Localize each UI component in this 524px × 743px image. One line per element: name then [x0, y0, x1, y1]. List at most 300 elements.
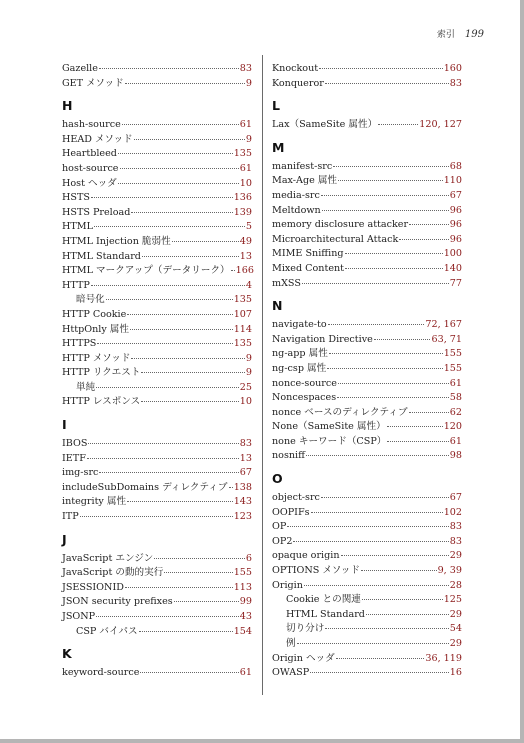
index-entry — [62, 581, 252, 596]
index-entry — [272, 118, 462, 133]
dot-leader — [366, 614, 449, 615]
index-entry — [62, 177, 252, 192]
index-entry — [272, 549, 462, 564]
index-term: Max-Age 属性 — [272, 175, 338, 187]
dot-leader — [127, 314, 232, 315]
page-reference: 58 — [449, 392, 462, 404]
index-term: Konqueror — [272, 77, 324, 89]
dot-leader — [142, 256, 239, 257]
dot-leader — [325, 628, 448, 629]
section-letter-heading: H — [62, 98, 73, 114]
index-entry — [272, 247, 462, 262]
dot-leader — [374, 339, 431, 340]
index-term: IBOS — [62, 438, 88, 450]
index-term: OP2 — [272, 535, 293, 547]
dot-leader — [327, 368, 442, 369]
index-term: OWASP — [272, 667, 310, 679]
index-entry — [62, 133, 252, 148]
page-reference: 96 — [449, 204, 462, 216]
index-entry — [272, 520, 462, 535]
index-term: Gazelle — [62, 63, 98, 74]
dot-leader — [87, 458, 239, 459]
page-reference: 114 — [233, 323, 252, 335]
dot-leader — [118, 183, 239, 184]
dot-leader — [118, 153, 233, 154]
index-entry — [272, 435, 462, 450]
index-entry — [62, 595, 252, 610]
page-reference: 67 — [239, 467, 252, 479]
page-reference: 139 — [233, 206, 252, 218]
index-entry — [272, 204, 462, 219]
index-entry — [272, 277, 462, 292]
dot-leader — [287, 526, 448, 527]
dot-leader — [139, 631, 233, 632]
index-entry — [62, 191, 252, 206]
dot-leader — [229, 487, 233, 488]
page-reference: 83 — [239, 63, 252, 74]
index-term: img-src — [62, 467, 99, 479]
index-section — [272, 297, 462, 464]
dot-leader — [311, 512, 443, 513]
index-term: Meltdown — [272, 204, 321, 216]
dot-leader — [306, 455, 449, 456]
page-reference: 67 — [449, 189, 462, 201]
index-entry — [272, 377, 462, 392]
dot-leader — [164, 572, 232, 573]
index-entry — [272, 449, 462, 464]
page-reference: 120 — [443, 421, 462, 433]
index-term: media-src — [272, 189, 320, 201]
page-reference: 16 — [449, 667, 462, 679]
column-divider — [262, 55, 263, 695]
section-letter-heading: O — [272, 471, 283, 487]
index-subentry — [62, 293, 252, 308]
index-term: hash-source — [62, 119, 121, 131]
index-term: integrity 属性 — [62, 496, 127, 508]
index-term: manifest-src — [272, 160, 333, 172]
index-subentry — [272, 608, 462, 623]
index-entry — [272, 347, 462, 362]
index-term: Origin — [272, 579, 303, 591]
index-entry — [62, 77, 252, 92]
dot-leader — [341, 555, 449, 556]
dot-leader — [329, 353, 443, 354]
index-term: Mixed Content — [272, 262, 345, 274]
dot-leader — [336, 658, 425, 659]
index-entry — [62, 162, 252, 177]
index-entry — [62, 466, 252, 481]
index-term: 切り分け — [286, 623, 325, 635]
page-reference: 29 — [449, 608, 462, 620]
page-reference: 83 — [449, 521, 462, 533]
index-term: JSESSIONID — [62, 581, 124, 593]
page-reference: 99 — [239, 596, 252, 608]
index-entry — [62, 308, 252, 323]
index-term: JavaScript エンジン — [62, 552, 154, 564]
page-reference: 61 — [239, 162, 252, 174]
page-reference: 135 — [233, 338, 252, 350]
index-column-right — [272, 62, 462, 681]
dot-leader — [91, 197, 233, 198]
index-entry — [272, 564, 462, 579]
section-letter-heading: I — [62, 417, 67, 433]
index-subentry — [272, 593, 462, 608]
dot-leader — [304, 585, 449, 586]
index-term: HTTP リクエスト — [62, 367, 141, 379]
dot-leader — [130, 329, 233, 330]
index-entry — [272, 77, 462, 92]
section-letter-heading: K — [62, 646, 72, 662]
index-term: nonce ベースのディレクティブ — [272, 406, 408, 418]
page-reference: 61 — [449, 377, 462, 389]
index-term: HTTP — [62, 279, 90, 291]
dot-leader — [96, 616, 239, 617]
index-term: object-src — [272, 492, 320, 504]
index-term: Microarchitectural Attack — [272, 233, 399, 245]
index-entry — [272, 233, 462, 248]
running-head — [437, 27, 484, 40]
index-term: nosniff — [272, 450, 305, 462]
page-reference: 4 — [245, 279, 252, 291]
index-term: HTTPS — [62, 338, 97, 350]
page-number: 199 — [464, 29, 484, 40]
index-entry — [62, 552, 252, 567]
index-entry — [272, 318, 462, 333]
dot-leader — [174, 601, 239, 602]
page-reference: 54 — [449, 623, 462, 635]
index-term: includeSubDomains ディレクティブ — [62, 481, 228, 493]
index-term: 暗号化 — [76, 294, 105, 306]
page-reference: 68 — [449, 160, 462, 172]
page-reference: 135 — [233, 294, 252, 306]
page-reference: 96 — [449, 233, 462, 245]
index-term: nonce-source — [272, 377, 337, 389]
page-reference: 43 — [239, 611, 252, 622]
page-reference: 62 — [449, 406, 462, 418]
index-entry — [272, 535, 462, 550]
page-reference: 120, 127 — [419, 119, 462, 131]
index-entry — [272, 160, 462, 175]
page-reference: 77 — [449, 277, 462, 289]
page-reference: 166 — [235, 265, 254, 277]
section-letter-heading: L — [272, 98, 280, 114]
index-entry — [62, 337, 252, 352]
index-entry — [62, 62, 252, 77]
index-section — [272, 97, 462, 133]
index-entry — [62, 118, 252, 133]
index-section — [62, 645, 252, 681]
dot-leader — [319, 68, 443, 69]
page-reference: 83 — [449, 535, 462, 547]
index-term: ng-app 属性 — [272, 348, 328, 360]
index-term: Knockout — [272, 63, 319, 74]
index-entry — [62, 352, 252, 367]
dot-leader — [409, 224, 449, 225]
index-term: JSON security prefixes — [62, 596, 173, 608]
dot-leader — [96, 387, 239, 388]
page-reference: 9 — [245, 352, 252, 364]
dot-leader — [328, 324, 425, 325]
index-term: host-source — [62, 162, 119, 174]
index-section — [272, 139, 462, 291]
index-subentry — [272, 622, 462, 637]
dot-leader — [302, 283, 449, 284]
page-reference: 13 — [239, 452, 252, 464]
index-term: HSTS Preload — [62, 206, 131, 218]
dot-leader — [134, 139, 245, 140]
index-entry — [62, 510, 252, 525]
index-entry — [62, 452, 252, 467]
dot-leader — [125, 587, 233, 588]
dot-leader — [140, 672, 238, 673]
dot-leader — [325, 83, 449, 84]
index-entry — [62, 481, 252, 496]
index-section — [272, 62, 462, 91]
page-reference: 10 — [239, 396, 252, 408]
page-reference: 155 — [443, 362, 462, 374]
index-subentry — [62, 381, 252, 396]
page-reference: 36, 119 — [425, 652, 462, 664]
dot-leader — [378, 124, 418, 125]
index-entry — [272, 666, 462, 681]
page-reference: 123 — [233, 511, 252, 523]
index-term: HTML Standard — [286, 608, 365, 620]
dot-leader — [141, 372, 244, 373]
dot-leader — [106, 299, 233, 300]
index-entry — [272, 362, 462, 377]
page-reference: 13 — [239, 250, 252, 262]
page-reference: 83 — [449, 77, 462, 89]
page-reference: 136 — [233, 192, 252, 204]
page-reference: 5 — [245, 221, 252, 233]
index-entry — [272, 333, 462, 348]
index-section — [62, 416, 252, 525]
dot-leader — [99, 472, 238, 473]
page-reference: 49 — [239, 235, 252, 247]
index-term: HTTP メソッド — [62, 352, 131, 364]
dot-leader — [337, 397, 449, 398]
index-term: OPTIONS メソッド — [272, 565, 360, 577]
index-term: Lax（SameSite 属性） — [272, 119, 378, 131]
index-term: memory disclosure attacker — [272, 219, 409, 231]
dot-leader — [97, 343, 232, 344]
page-reference: 140 — [443, 262, 462, 274]
page-reference: 29 — [449, 550, 462, 562]
dot-leader — [297, 643, 449, 644]
dot-leader — [322, 210, 449, 211]
page-reference: 61 — [239, 119, 252, 131]
index-entry — [62, 279, 252, 294]
dot-leader — [141, 401, 239, 402]
index-section — [272, 470, 462, 681]
section-letter-heading: N — [272, 298, 283, 314]
dot-leader — [99, 68, 239, 69]
index-term: OOPIFs — [272, 506, 310, 518]
index-term: JavaScript の動的実行 — [62, 567, 164, 579]
index-entry — [272, 420, 462, 435]
page-reference: 72, 167 — [425, 319, 462, 331]
page-reference: 155 — [443, 348, 462, 360]
dot-leader — [125, 83, 245, 84]
dot-leader — [345, 268, 443, 269]
index-term: 単純 — [76, 381, 96, 393]
index-entry — [272, 262, 462, 277]
index-term: 例 — [286, 638, 296, 649]
index-term: HTTP Cookie — [62, 308, 127, 320]
index-entry — [272, 652, 462, 667]
page-reference: 155 — [233, 567, 252, 579]
index-term: ITP — [62, 511, 79, 523]
index-term: MIME Sniffing — [272, 248, 344, 260]
dot-leader — [122, 124, 239, 125]
index-section — [62, 62, 252, 91]
index-term: none キーワード（CSP） — [272, 435, 387, 447]
index-term: HSTS — [62, 192, 90, 204]
index-term: Noncespaces — [272, 392, 337, 404]
index-entry — [62, 220, 252, 235]
index-term: navigate-to — [272, 319, 327, 331]
index-entry — [62, 250, 252, 265]
page-reference: 96 — [449, 219, 462, 231]
dot-leader — [345, 253, 443, 254]
index-entry — [272, 189, 462, 204]
section-letter-heading: J — [62, 531, 67, 547]
dot-leader — [361, 570, 437, 571]
index-entry — [62, 610, 252, 625]
index-term: opaque origin — [272, 550, 340, 562]
dot-leader — [80, 516, 233, 517]
index-entry — [272, 62, 462, 77]
index-term: HTTP レスポンス — [62, 396, 141, 408]
page-reference: 113 — [233, 581, 252, 593]
index-entry — [62, 323, 252, 338]
index-entry — [62, 566, 252, 581]
dot-leader — [362, 599, 443, 600]
index-entry — [272, 218, 462, 233]
dot-leader — [120, 168, 239, 169]
page-reference: 67 — [449, 492, 462, 504]
index-term: Navigation Directive — [272, 333, 373, 345]
index-term: Heartbleed — [62, 148, 117, 160]
index-term: HttpOnly 属性 — [62, 323, 129, 335]
index-term: OP — [272, 521, 287, 533]
page-reference: 110 — [443, 175, 462, 187]
index-entry — [62, 235, 252, 250]
dot-leader — [387, 441, 448, 442]
dot-leader — [409, 412, 449, 413]
index-term: HTML Standard — [62, 250, 141, 262]
index-entry — [272, 579, 462, 594]
index-entry — [272, 406, 462, 421]
page-reference: 135 — [233, 148, 252, 160]
page-reference: 154 — [233, 625, 252, 637]
page-reference: 9 — [245, 133, 252, 145]
page-reference: 107 — [233, 308, 252, 320]
index-term: HTML Injection 脆弱性 — [62, 235, 171, 247]
index-term: ng-csp 属性 — [272, 362, 327, 374]
page-reference: 9 — [245, 77, 252, 89]
page-reference: 25 — [239, 381, 252, 393]
page-reference: 98 — [449, 450, 462, 462]
index-term: GET メソッド — [62, 77, 124, 89]
index-entry — [272, 391, 462, 406]
dot-leader — [310, 672, 449, 673]
page-reference: 160 — [443, 63, 462, 74]
page-reference: 61 — [449, 435, 462, 447]
page-reference: 9 — [245, 367, 252, 379]
index-term: CSP バイパス — [76, 625, 138, 637]
section-title: 索引 — [436, 30, 455, 40]
dot-leader — [172, 241, 239, 242]
index-term: Origin ヘッダ — [272, 652, 335, 664]
page-reference: 9, 39 — [437, 565, 462, 577]
dot-leader — [94, 226, 245, 227]
dot-leader — [127, 501, 233, 502]
page-reference: 6 — [245, 552, 252, 564]
index-entry — [62, 147, 252, 162]
index-term: JSONP — [62, 611, 96, 622]
page-reference: 125 — [443, 594, 462, 606]
index-term: IETF — [62, 452, 86, 464]
index-entry — [62, 666, 252, 681]
dot-leader — [338, 180, 443, 181]
dot-leader — [131, 358, 244, 359]
index-column-left — [62, 62, 252, 681]
dot-leader — [387, 426, 443, 427]
dot-leader — [399, 239, 448, 240]
index-term: None（SameSite 属性） — [272, 421, 386, 433]
page-reference: 29 — [449, 638, 462, 649]
page-reference: 143 — [233, 496, 252, 508]
page-reference: 102 — [443, 506, 462, 518]
index-term: HEAD メソッド — [62, 133, 133, 145]
index-term: HTML マークアップ（データリーク） — [62, 265, 230, 277]
dot-leader — [338, 383, 449, 384]
page-reference: 10 — [239, 177, 252, 189]
index-entry — [272, 174, 462, 189]
index-entry — [62, 264, 252, 279]
index-subentry — [272, 637, 462, 652]
dot-leader — [131, 212, 232, 213]
index-term: mXSS — [272, 277, 301, 289]
dot-leader — [321, 497, 449, 498]
index-entry — [62, 206, 252, 221]
page-reference: 63, 71 — [431, 333, 462, 345]
dot-leader — [231, 270, 235, 271]
section-letter-heading: M — [272, 139, 285, 155]
index-term: Host ヘッダ — [62, 177, 117, 189]
index-subentry — [62, 625, 252, 640]
page-reference: 61 — [239, 667, 252, 679]
index-entry — [272, 506, 462, 521]
index-entry — [62, 437, 252, 452]
index-entry — [272, 491, 462, 506]
index-entry — [62, 366, 252, 381]
dot-leader — [91, 285, 245, 286]
index-term: keyword-source — [62, 667, 140, 679]
page-reference: 28 — [449, 579, 462, 591]
index-term: Cookie との関連 — [286, 594, 361, 606]
index-section — [62, 97, 252, 410]
index-term: HTML — [62, 221, 93, 233]
dot-leader — [321, 195, 449, 196]
dot-leader — [88, 443, 238, 444]
dot-leader — [333, 166, 449, 167]
index-section — [62, 531, 252, 640]
index-entry — [62, 495, 252, 510]
page-reference: 138 — [233, 481, 252, 493]
page-reference: 83 — [239, 438, 252, 450]
